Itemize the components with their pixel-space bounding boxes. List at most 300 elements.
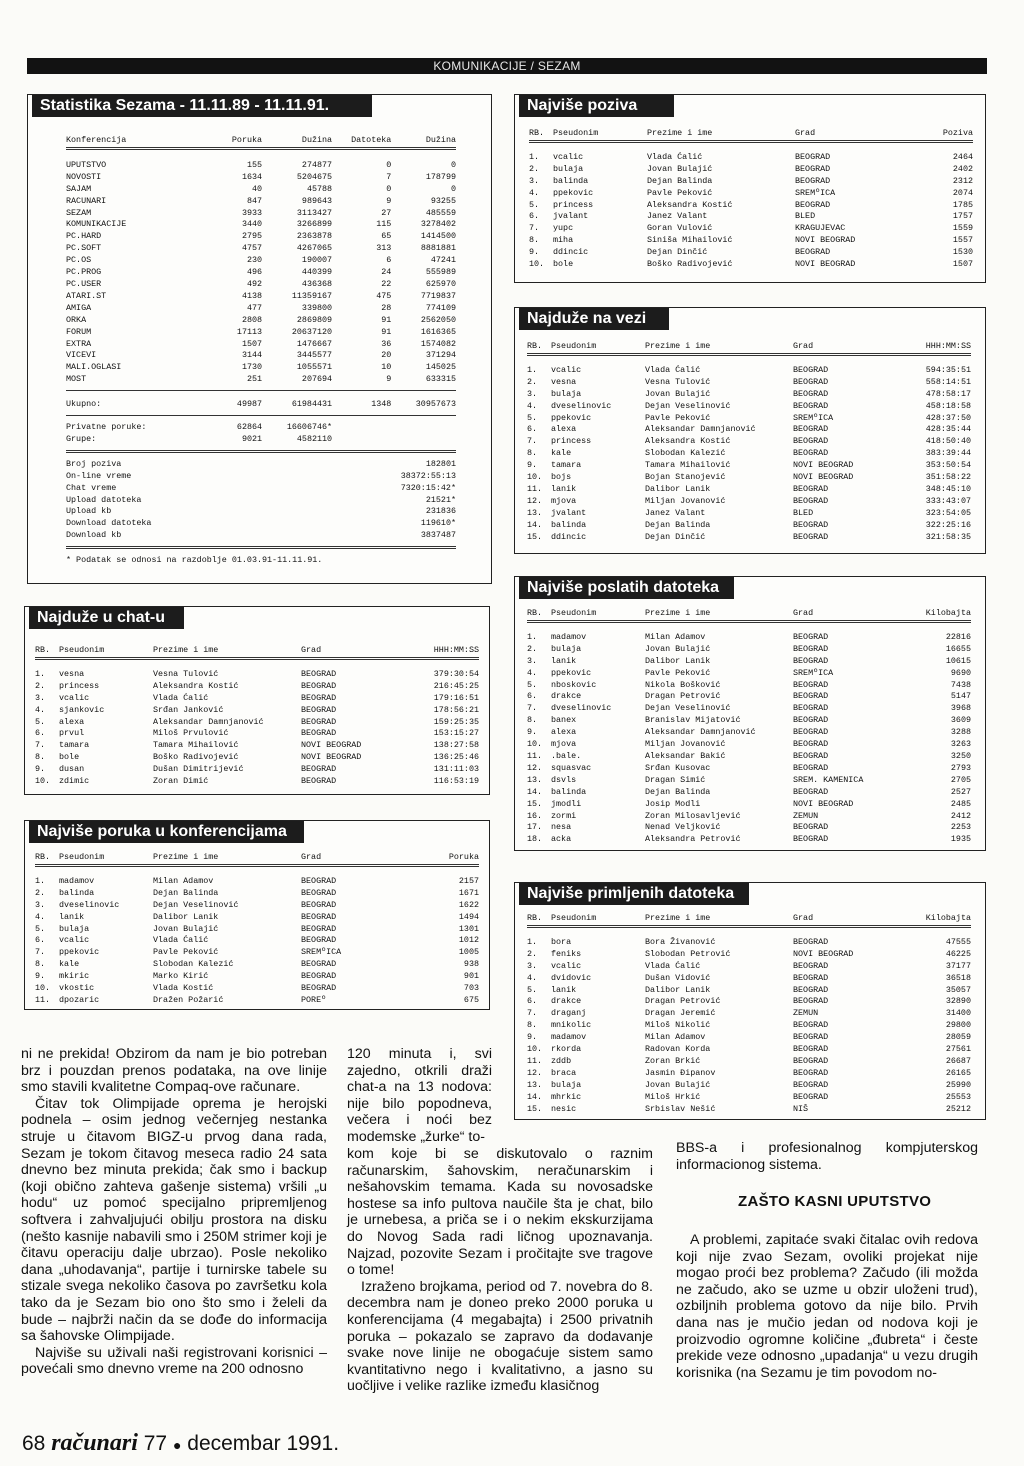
table-cell: 0	[450, 183, 456, 194]
table-cell: 4.	[527, 400, 538, 411]
table-cell: Slobodan Kalezić	[645, 448, 726, 459]
table-cell: NOVI BEOGRAD	[795, 235, 856, 246]
table-row	[66, 315, 456, 327]
table-cell: Vlada Ćalić	[153, 935, 209, 946]
table-row	[66, 160, 456, 172]
table-cell: 251	[246, 374, 263, 385]
table-cell	[262, 459, 391, 471]
table-row	[527, 460, 971, 472]
table-row	[66, 350, 456, 362]
table-row	[527, 1068, 971, 1080]
column-header: Pseudonim	[59, 852, 105, 862]
table-cell: 847	[246, 195, 263, 206]
table-rule	[527, 621, 971, 629]
table-cell: 475	[376, 290, 392, 301]
table-cell: 10.	[527, 739, 543, 750]
table-cell: 11.	[527, 483, 543, 494]
table-cell: Vlada Ćalić	[645, 364, 701, 375]
table-cell: vcalic	[551, 364, 582, 375]
table-cell: Aleksandar Damnjanović	[153, 716, 264, 727]
table-cell: acka	[551, 834, 572, 845]
table-cell: 136:25:46	[433, 752, 479, 763]
table-cell: 379:30:54	[433, 668, 479, 679]
table-cell: 9	[386, 195, 392, 206]
table-row	[35, 900, 479, 912]
table-cell: 1616365	[420, 326, 456, 337]
column-header: Grad	[301, 645, 322, 655]
table-cell: BEOGRAD	[793, 727, 829, 738]
table-cell: 8.	[527, 1020, 538, 1031]
table-cell: dpozaric	[59, 994, 100, 1005]
table-cell: Janez Valant	[647, 211, 708, 222]
table-cell: BEOGRAD	[793, 1079, 829, 1090]
table-cell: 27	[381, 207, 392, 218]
table-cell: 3.	[35, 899, 46, 910]
table-row	[527, 973, 971, 985]
table-cell: BEOGRAD	[795, 175, 831, 186]
table-cell: braca	[551, 1067, 577, 1078]
table-cell: 27561	[945, 1044, 971, 1055]
table-header-row	[527, 608, 971, 621]
table-cell: Srđan Janković	[153, 704, 224, 715]
table-cell: miha	[553, 235, 574, 246]
column-header: RB.	[527, 341, 543, 351]
table-cell: 21521*	[425, 494, 456, 505]
table-cell: 3266899	[296, 219, 333, 230]
table-cell: 2074	[952, 187, 973, 198]
table-cell: .bale.	[551, 750, 582, 761]
table-cell: 13.	[527, 774, 543, 785]
table-cell: 231836	[425, 506, 456, 517]
table-cell: Nikola Bošković	[645, 679, 721, 690]
article-column-3b	[676, 1232, 978, 1381]
table-row	[527, 644, 971, 656]
table-cell: dveselinovic	[551, 703, 612, 714]
table-cell: Dušan Vidović	[645, 972, 711, 983]
table-row	[527, 656, 971, 668]
table-cell: Dejan Balinda	[645, 786, 711, 797]
article-paragraph: A problemi, zapitaće svaki čitalac ovih redova koji nije zvao Sezam, ovoliki projekat nije mogao proći bez problema? Začudo (ili možda ne začudo, ako se uzme u obzir uloženi trud), ozbiljnih problema gotovo da nije bilo. Prvih dana nas je mučio jedan od nodova koji je proizvodio ogromne količine „đubreta“ i česte prekide veze odnosno „upadanja“ u vezu drugih korisnika (na Sezamu je tim povodom no-	[676, 1232, 978, 1381]
table-row	[527, 508, 971, 520]
table-cell: 4138	[241, 290, 263, 301]
table-cell: 159:25:35	[433, 716, 479, 727]
table-cell: 116:53:19	[433, 776, 479, 787]
table-cell: 4.	[527, 667, 538, 678]
table-cell: 2.	[527, 643, 538, 654]
table-cell: 9.	[529, 247, 540, 258]
table-cell: drakce	[551, 691, 582, 702]
table-cell: Privatne poruke:	[66, 422, 147, 433]
table-row	[35, 669, 479, 681]
table-row	[529, 259, 973, 271]
table-cell: Miloš Nikolić	[645, 1020, 711, 1031]
table-row	[66, 327, 456, 339]
table-cell: Miljan Jovanović	[645, 739, 726, 750]
table-row	[35, 752, 479, 764]
table-cell: 25553	[945, 1091, 971, 1102]
table-cell: tamara	[551, 460, 582, 471]
table-cell: 496	[246, 267, 263, 278]
table-rule	[35, 658, 479, 666]
table-cell: BEOGRAD	[793, 448, 829, 459]
table-cell: Bojan Stanojević	[645, 472, 726, 483]
table-row	[527, 834, 971, 846]
table-cell: BEOGRAD	[301, 680, 337, 691]
table-cell: BEOGRAD	[793, 691, 829, 702]
table-cell: MOST	[66, 374, 87, 385]
table-cell	[262, 495, 391, 507]
table-cell: 17.	[527, 822, 543, 833]
column-header: RB.	[527, 913, 543, 923]
table-cell: 28	[381, 302, 392, 313]
table-cell: mkiric	[59, 971, 90, 982]
table-cell: Download kb	[66, 530, 122, 541]
table-cell: BEOGRAD	[301, 728, 337, 739]
table-cell: Milan Adamov	[153, 875, 214, 886]
table-cell: SREM. KAMENICA	[793, 774, 864, 785]
table-cell: ZEMUN	[793, 1008, 819, 1019]
table-cell: rkorda	[551, 1044, 582, 1055]
column-header: Prezime i ime	[645, 913, 711, 923]
received-title: Najviše primljenih datoteka	[519, 883, 749, 905]
table-cell: 1.	[35, 875, 46, 886]
table-row	[527, 985, 971, 997]
calls-box	[514, 94, 986, 283]
table-cell: 1634	[241, 171, 263, 182]
table-cell: Zoran Dimić	[153, 776, 209, 787]
table-cell: dusan	[59, 764, 85, 775]
column-header: Grad	[793, 608, 814, 618]
table-cell: 30957673	[415, 399, 456, 410]
table-cell: UPUTSTVO	[66, 159, 107, 170]
table-row	[527, 961, 971, 973]
table-cell: 14.	[527, 519, 543, 530]
table-cell: 62864	[236, 422, 263, 433]
table-cell: 2312	[952, 175, 973, 186]
table-cell: SREMºICA	[301, 947, 342, 958]
longest-title: Najduže na vezi	[519, 308, 669, 330]
table-cell: BEOGRAD	[301, 983, 337, 994]
table-cell: bulaja	[553, 163, 584, 174]
article-paragraph: ni ne prekida! Obzirom da nam je bio potreban brz i pouzdan prenos podataka, na ove linije smo stavili kvalitetne Compaq-ove računare.	[21, 1046, 327, 1096]
table-cell: 49987	[236, 399, 263, 410]
table-cell: BEOGRAD	[793, 936, 829, 947]
magazine-logo: računari	[51, 1430, 138, 1456]
table-cell: 2.	[35, 680, 46, 691]
table-cell: 138:27:58	[433, 740, 479, 751]
table-cell	[391, 422, 456, 434]
table-cell: Miloš Hrkić	[645, 1091, 701, 1102]
longest-box	[514, 307, 986, 554]
table-row	[66, 267, 456, 279]
table-cell: Dejan Veselinović	[153, 899, 239, 910]
table-cell: 1559	[952, 223, 973, 234]
table-cell: Bora Živanović	[645, 936, 716, 947]
table-row	[527, 751, 971, 763]
table-cell: 10.	[529, 259, 545, 270]
column-header: Prezime i ime	[153, 645, 219, 655]
table-cell: nesic	[551, 1103, 577, 1114]
table-row	[527, 727, 971, 739]
table-cell: NOVI BEOGRAD	[793, 798, 854, 809]
table-cell: 1935	[950, 834, 971, 845]
column-header: RB.	[529, 128, 545, 138]
table-cell: 8.	[529, 235, 540, 246]
table-cell: 7.	[527, 703, 538, 714]
table-row	[527, 472, 971, 484]
table-row	[527, 496, 971, 508]
table-cell: BEOGRAD	[301, 704, 337, 715]
table-cell: 2795	[241, 231, 263, 242]
table-cell: NIŠ	[793, 1103, 809, 1114]
table-cell: Aleksandar Damnjanović	[645, 727, 756, 738]
table-cell: 13.	[527, 507, 543, 518]
table-cell: Dušan Dimitrijević	[153, 764, 244, 775]
table-cell: dvidovic	[551, 972, 592, 983]
table-rule	[527, 354, 971, 362]
table-cell: 9690	[950, 667, 971, 678]
table-cell	[332, 422, 391, 434]
table-cell: bole	[59, 752, 80, 763]
table-row	[66, 184, 456, 196]
table-cell: balinda	[59, 887, 95, 898]
table-cell: 3.	[529, 175, 540, 186]
table-cell: 458:18:58	[925, 400, 971, 411]
table-cell: 8.	[527, 448, 538, 459]
table-row	[66, 172, 456, 184]
table-cell: 2869809	[296, 314, 333, 325]
table-cell: 32890	[945, 996, 971, 1007]
table-cell: 774109	[425, 302, 456, 313]
table-row	[529, 176, 973, 188]
table-cell: BLED	[793, 507, 814, 518]
table-row	[66, 303, 456, 315]
table-cell: lanik	[551, 984, 577, 995]
table-cell: 17113	[236, 326, 263, 337]
table-cell: BEOGRAD	[793, 1020, 829, 1031]
table-cell: BEOGRAD	[793, 750, 829, 761]
table-row	[527, 1020, 971, 1032]
table-cell: Dejan Dinčić	[645, 531, 706, 542]
column-header: Grad	[793, 341, 814, 351]
table-cell: Tamara Mihailović	[153, 740, 239, 751]
table-cell: 155	[246, 159, 263, 170]
table-cell: BEOGRAD	[793, 436, 829, 447]
table-cell: Vesna Tulović	[645, 376, 711, 387]
table-cell	[262, 471, 391, 483]
table-cell: 216:45:25	[433, 680, 479, 691]
table-cell: Dragan Jeremić	[645, 1008, 716, 1019]
table-cell: Zoran Milosavljević	[645, 810, 741, 821]
table-cell: 3440	[241, 219, 263, 230]
table-cell: ddincic	[553, 247, 589, 258]
column-header: Prezime i ime	[153, 852, 219, 862]
table-row	[66, 483, 456, 495]
table-cell: 9.	[35, 764, 46, 775]
table-header-row	[529, 128, 973, 141]
table-cell: princess	[553, 199, 594, 210]
table-cell: BEOGRAD	[793, 655, 829, 666]
table-cell: 6.	[527, 691, 538, 702]
table-row	[527, 822, 971, 834]
table-cell: 1757	[952, 211, 973, 222]
table-row	[35, 924, 479, 936]
table-cell: Ukupno:	[66, 399, 102, 410]
column-header: Prezime i ime	[647, 128, 713, 138]
table-cell: BEOGRAD	[795, 151, 831, 162]
table-cell: NOVI BEOGRAD	[301, 752, 362, 763]
table-cell: 0	[450, 159, 456, 170]
received-box	[514, 882, 986, 1120]
table-cell: BEOGRAD	[301, 923, 337, 934]
table-row	[529, 211, 973, 223]
table-cell: 4.	[35, 911, 46, 922]
table-cell: 29800	[945, 1020, 971, 1031]
table-cell: yupc	[553, 223, 574, 234]
table-cell: 10	[381, 362, 392, 373]
table-cell: 47555	[945, 936, 971, 947]
table-cell: 1785	[952, 199, 973, 210]
table-cell: Pavle Peković	[645, 667, 711, 678]
table-row	[527, 775, 971, 787]
table-row	[527, 1008, 971, 1020]
table-cell: 989643	[301, 195, 333, 206]
table-cell: Aleksandar Damnjanović	[645, 424, 756, 435]
table-cell: 65	[381, 231, 392, 242]
table-cell	[262, 530, 391, 542]
table-cell: 2363878	[296, 231, 333, 242]
table-cell: Dalibor Lanik	[645, 655, 711, 666]
table-cell: 12.	[527, 495, 543, 506]
table-cell: mjova	[551, 495, 577, 506]
table-cell: Vlada Kostić	[153, 983, 214, 994]
table-cell: 322:25:16	[925, 519, 971, 530]
column-header: RB.	[527, 608, 543, 618]
table-row	[35, 705, 479, 717]
article-paragraph: kom koje bi se diskutovalo o raznim računarskim, šahovskim, neračunarskim i nešahovskim temama. Kada su novosadske hostese sa info pultova naučile šta je chat, bilo je urnebesa, a priča se i o nekim ekskurzijama do Novog Sada radi ličnog upoznavanja. Najzad, pozovite Sezam i pročitajte sve tragove o tome!	[347, 1146, 653, 1279]
table-cell: Dejan Veselinović	[645, 703, 731, 714]
column-header: Poziva	[942, 128, 973, 138]
table-cell: princess	[59, 680, 100, 691]
table-cell: 9.	[527, 1032, 538, 1043]
table-cell: 625970	[425, 278, 456, 289]
table-cell: dsvls	[551, 774, 577, 785]
table-cell: PC.OS	[66, 255, 92, 266]
table-cell: Dejan Dinčić	[647, 247, 708, 258]
table-cell: BEOGRAD	[793, 400, 829, 411]
article-column-3a	[676, 1140, 978, 1173]
table-cell: 14.	[527, 786, 543, 797]
messages-table	[35, 852, 479, 1007]
table-cell: 418:50:40	[925, 436, 971, 447]
table-header-row	[35, 645, 479, 658]
table-rule	[66, 148, 456, 158]
table-cell: KOMUNIKACIJE	[66, 219, 127, 230]
table-row	[527, 703, 971, 715]
table-cell: 182801	[425, 458, 456, 469]
table-cell: 36	[381, 338, 392, 349]
table-cell: BEOGRAD	[793, 715, 829, 726]
table-row	[35, 764, 479, 776]
table-row	[527, 377, 971, 389]
table-cell: BEOGRAD	[301, 959, 337, 970]
bullet-icon: ●	[172, 1437, 182, 1453]
table-cell: 11.	[527, 750, 543, 761]
table-cell: BEOGRAD	[793, 972, 829, 983]
table-cell: 7.	[35, 740, 46, 751]
table-row	[66, 279, 456, 291]
table-cell: Jovan Bulajić	[645, 643, 711, 654]
table-cell	[262, 483, 391, 495]
table-cell: BEOGRAD	[793, 703, 829, 714]
table-cell: lanik	[59, 911, 85, 922]
table-cell: Srđan Kusovac	[645, 762, 711, 773]
table-cell: BEOGRAD	[301, 668, 337, 679]
calls-title: Najviše poziva	[519, 95, 674, 117]
table-cell: 6.	[529, 211, 540, 222]
table-row	[527, 1092, 971, 1104]
table-cell: BEOGRAD	[301, 692, 337, 703]
table-cell: bulaja	[551, 643, 582, 654]
article-paragraph: Izraženo brojkama, period od 7. novebra do 8. decembra nam je doneo preko 2000 poruka u konferencijama (4 megabajta) i 2500 privatnih poruka – pokazalo se zapravo da dodavanje svake nove linije ne obogaćuje sistem samo kvantitativno nego i kvalitativno, a jasno su uočljive i velike razlike između klasičnog	[347, 1278, 653, 1395]
table-cell: jvalant	[551, 507, 587, 518]
table-cell: NOVI BEOGRAD	[793, 472, 854, 483]
table-cell: 16655	[945, 643, 971, 654]
table-cell: BEOGRAD	[301, 935, 337, 946]
table-cell: 38372:55:13	[400, 470, 456, 481]
table-cell: Upload kb	[66, 506, 112, 517]
column-header: Pseudonim	[553, 128, 599, 138]
table-cell: 3933	[241, 207, 263, 218]
table-cell: 594:35:51	[925, 364, 971, 375]
table-cell: 91	[381, 326, 392, 337]
table-cell: 4267065	[296, 243, 333, 254]
table-cell: bulaja	[551, 388, 582, 399]
table-row	[35, 947, 479, 959]
table-cell: squasvac	[551, 762, 592, 773]
table-cell: Dejan Balinda	[647, 175, 713, 186]
table-cell: bulaja	[551, 1079, 582, 1090]
table-cell: 703	[463, 983, 479, 994]
table-cell: 6.	[35, 728, 46, 739]
table-cell: 178799	[425, 171, 456, 182]
table-cell: 2793	[950, 762, 971, 773]
table-cell: Milan Adamov	[645, 1032, 706, 1043]
table-row	[527, 424, 971, 436]
table-cell: 7438	[950, 679, 971, 690]
table-cell: 2705	[950, 774, 971, 785]
table-cell: 10615	[945, 655, 971, 666]
table-cell: Dalibor Lanik	[645, 483, 711, 494]
table-cell: Aleksandra Petrović	[645, 834, 741, 845]
table-cell: ppekovic	[551, 412, 592, 423]
table-cell	[262, 518, 391, 530]
table-row	[66, 362, 456, 374]
table-cell: BEOGRAD	[795, 199, 831, 210]
groups-row	[66, 434, 456, 446]
table-cell: lanik	[551, 655, 577, 666]
table-cell: 16606746*	[286, 422, 333, 433]
table-cell: ppekovic	[553, 187, 594, 198]
table-row	[529, 235, 973, 247]
table-cell: AMIGA	[66, 302, 92, 313]
table-cell: BEOGRAD	[301, 764, 337, 775]
table-cell: Dalibor Lanik	[153, 911, 219, 922]
table-cell: 2464	[952, 151, 973, 162]
table-cell: BEOGRAD	[793, 1044, 829, 1055]
table-cell: 12.	[527, 1067, 543, 1078]
table-cell: 26687	[945, 1055, 971, 1066]
